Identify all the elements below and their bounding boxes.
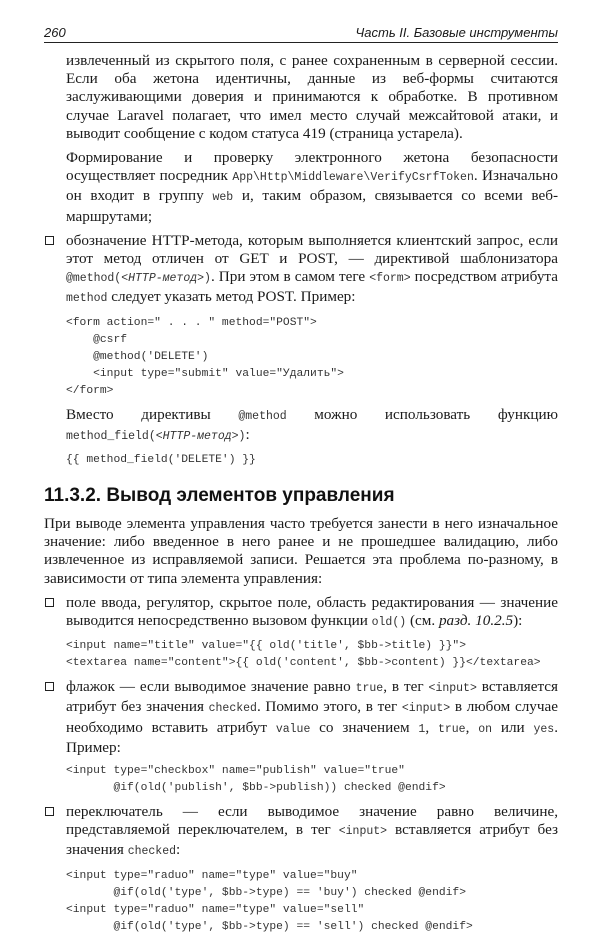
inline-code-param: <HTTP-метод> [155, 429, 239, 443]
inline-code: old() [371, 616, 407, 630]
text: : [245, 425, 250, 443]
inline-code: checked [127, 845, 176, 859]
code-block-form: <form action=" . . . " method="POST"> @csrf @method('DELETE') <input type="submit" value="Удалить"> </form> [66, 316, 344, 397]
text: Формирование и проверку электронного жетона безопасности осуществляет посредник [66, 149, 558, 185]
text: , [465, 718, 479, 736]
inline-code: web [212, 191, 234, 205]
bullet-checkbox-icon [45, 236, 54, 245]
inline-code: method_field( [66, 429, 156, 443]
list-item-http-method [44, 232, 558, 309]
bullet-checkbox-icon [45, 807, 54, 816]
text: Вместо директивы [66, 405, 239, 423]
inline-code: checked [208, 702, 257, 716]
list-item-checkbox [44, 678, 558, 757]
inline-code: value [275, 722, 311, 736]
inline-code: App\Http\Middleware\VerifyCsrfToken [232, 171, 474, 185]
text: в любом случае необходимо вставить атрибут [66, 698, 558, 736]
text: переключатель — если выводимое значение равно величине, представляемой переключателем, в тег [66, 803, 558, 839]
text: , в тег [383, 678, 429, 696]
inline-code: true [437, 722, 466, 736]
inline-code: @method [238, 409, 287, 423]
section-reference: разд. 10.2.5 [438, 612, 514, 630]
text: : [176, 841, 181, 859]
list-item-radio [44, 803, 558, 862]
code-block-input: <input name="title" value="{{ old('title', $bb->title) }}"> <textarea name="content">{{ old('content', $bb->content) }}</textarea> [66, 640, 541, 670]
section-heading: 11.3.2. Вывод элементов управления [44, 485, 395, 507]
bullet-text [66, 232, 558, 309]
inline-code: ) [204, 272, 211, 286]
paragraph-middleware [44, 149, 558, 226]
text: . Помимо этого, в тег [256, 698, 402, 716]
text: , [425, 718, 438, 736]
code-block-radio: <input type="raduo" name="type" value="buy" @if(old('type', $bb->type) == 'buy') checked @endif> <input type="raduo" name="type" value="sell" @if(old('type', $bb->type) == 'sell') checked @endif> [66, 869, 473, 933]
code-block-method-field: {{ method_field('DELETE') }} [66, 454, 256, 467]
text: вставляется атрибут без значения [66, 821, 559, 859]
page-number: 260 [44, 25, 66, 40]
paragraph-method-field [44, 406, 558, 446]
paragraph-continued: извлеченный из скрытого поля, с ранее сохраненным в серверной сессии. Если оба жетона идентичны, данные из веб-формы считаются заслуживающими доверия и принимаются к обработке. В противном случае Laravel полагает, что имел место случай межсайтовой атаки, и выводит сообщение с кодом статуса 419 (страница устарела). [66, 52, 558, 142]
list-item-input-field [44, 594, 558, 632]
inline-code: <form> [369, 272, 411, 286]
text: можно использовать функцию [286, 405, 558, 423]
part-title: Часть II. Базовые инструменты [355, 25, 558, 40]
text: обозначение HTTP-метода, которым выполняется клиентский запрос, если этот метод отличен от GET и POST, — директивой шаблонизатора [66, 231, 558, 268]
inline-code: 1 [418, 722, 426, 736]
page-content [44, 52, 558, 936]
text: следует указать метод POST. Пример: [107, 288, 356, 306]
bullet-checkbox-icon [45, 598, 54, 607]
inline-code: on [478, 722, 492, 736]
inline-code: true [355, 682, 384, 696]
inline-code: ) [238, 429, 246, 443]
inline-code: @method( [66, 272, 122, 286]
text: (см. [406, 612, 439, 630]
text: или [492, 718, 534, 736]
paragraph-controls-intro: При выводе элемента управления часто требуется занести в него изначальное значение: либо введенное в него ранее и не прошедшее валидацию, либо извлеченное из исправляемой записи. Решается эта проблема по-разному, в зависимости от типа элемента управления: [44, 515, 558, 587]
bullet-checkbox-icon [45, 682, 54, 691]
bullet-text [66, 803, 558, 862]
text: вставляется атрибут без значения [66, 678, 558, 716]
bullet-text [66, 594, 558, 632]
code-block-checkbox: <input type="checkbox" name="publish" value="true" @if(old('publish', $bb->publish)) checked @endif> [66, 765, 446, 795]
text: поле ввода, регулятор, скрытое поле, область редактирования — значение выводится непосредственно вызовом функции [66, 593, 558, 630]
text: со значением [310, 718, 419, 736]
inline-code-param: <HTTP-метод> [121, 272, 205, 286]
inline-code: <input> [338, 825, 388, 839]
text: . При этом в самом теге [210, 268, 370, 286]
text: ): [513, 612, 523, 630]
inline-code: method [66, 292, 108, 306]
text: . Изначально он входит в группу [66, 167, 558, 205]
text: флажок — если выводимое значение равно [66, 678, 356, 696]
bullet-text [66, 678, 558, 757]
inline-code: <input> [401, 702, 451, 716]
text: и, таким образом, связывается со всеми веб-маршрутами; [66, 187, 558, 225]
inline-code: yes [533, 722, 555, 736]
inline-code: <input> [428, 682, 477, 696]
text: посредством атрибута [410, 268, 558, 286]
running-header [44, 20, 558, 43]
text: . Пример: [66, 718, 558, 756]
